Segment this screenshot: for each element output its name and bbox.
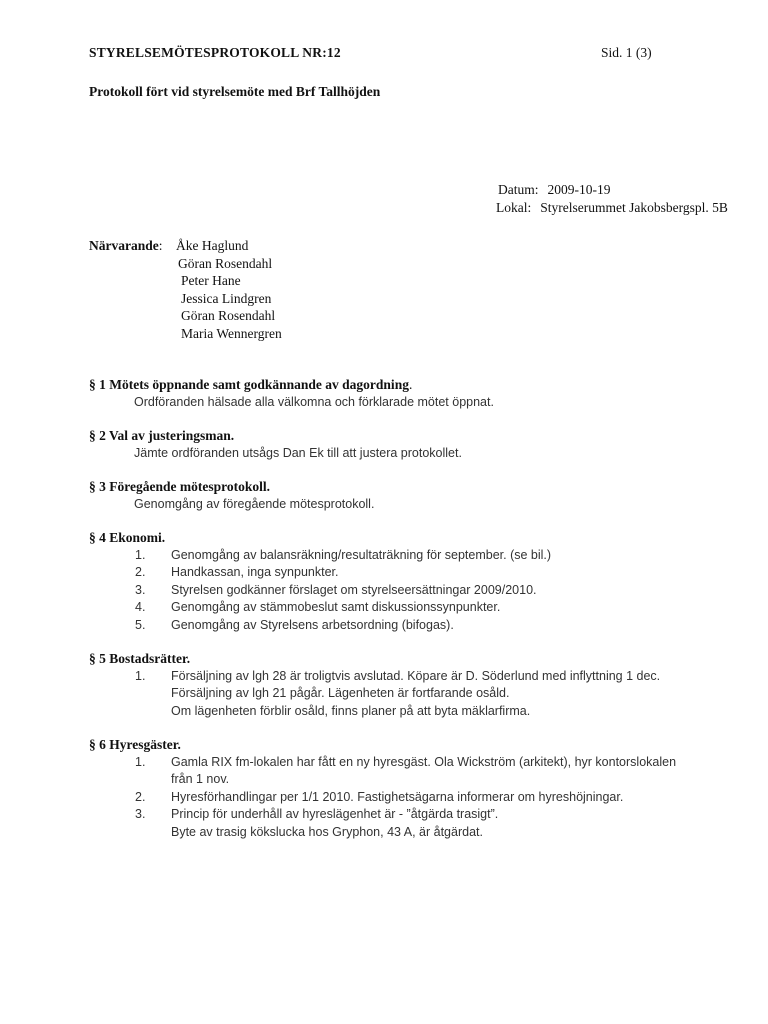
item-text: Styrelsen godkänner förslaget om styrelseersättningar 2009/2010. xyxy=(171,582,537,597)
item-number: 3. xyxy=(135,807,146,821)
section-heading: § 3 Föregående mötesprotokoll. xyxy=(89,479,270,494)
document-title: STYRELSEMÖTESPROTOKOLL NR:12 xyxy=(89,45,341,60)
list-item xyxy=(89,617,759,635)
section-heading: § 1 Mötets öppnande samt godkännande av dagordning. xyxy=(89,377,413,392)
list-item xyxy=(89,582,759,600)
section-heading: § 4 Ekonomi. xyxy=(89,530,166,545)
place-value: Styrelserummet Jakobsbergspl. 5B xyxy=(540,200,728,215)
list-item-wrap xyxy=(89,771,759,789)
section-heading: § 5 Bostadsrätter. xyxy=(89,651,191,666)
item-text: Genomgång av balansräkning/resultaträkning för september. (se bil.) xyxy=(171,547,552,562)
item-continuation: Byte av trasig kökslucka hos Gryphon, 43 A, är åtgärdat. xyxy=(171,824,483,839)
section-2 xyxy=(89,427,759,462)
date-label: Datum: xyxy=(498,182,539,197)
item-text: Försäljning av lgh 28 är troligtvis avslutad. Köpare är D. Söderlund med inflyttning 1 dec. xyxy=(171,668,661,683)
list-item xyxy=(89,564,759,582)
date-value: 2009-10-19 xyxy=(547,182,611,197)
section-1 xyxy=(89,376,759,411)
item-list xyxy=(89,668,759,686)
attendee: Maria Wennergren xyxy=(181,325,282,341)
item-number: 1. xyxy=(135,547,146,562)
item-text: Gamla RIX fm-lokalen har fått en ny hyresgäst. Ola Wickström (arkitekt), hyr kontorslokalen xyxy=(171,754,677,769)
item-text: Handkassan, inga synpunkter. xyxy=(171,565,339,579)
attendee: Peter Hane xyxy=(181,273,241,288)
item-text: Genomgång av stämmobeslut samt diskussionssynpunkter. xyxy=(171,600,501,614)
item-number: 4. xyxy=(135,600,146,614)
list-item xyxy=(89,806,759,824)
list-item xyxy=(89,599,759,617)
item-number: 2. xyxy=(135,565,146,579)
item-number: 3. xyxy=(135,582,146,597)
item-text: Hyresförhandlingar per 1/1 2010. Fastighetsägarna informerar om hyreshöjningar. xyxy=(171,789,624,804)
section-4 xyxy=(89,529,759,634)
attendance xyxy=(89,237,282,341)
attendee: Åke Haglund xyxy=(176,238,249,253)
document-subtitle: Protokoll fört vid styrelsemöte med Brf Tallhöjden xyxy=(89,84,381,99)
attendee: Göran Rosendahl xyxy=(181,308,276,323)
list-item xyxy=(89,547,759,565)
date-row xyxy=(496,181,728,199)
attendance-label: Närvarande: xyxy=(89,238,163,253)
list-item xyxy=(89,668,759,686)
place-label: Lokal: xyxy=(496,200,532,215)
meeting-meta xyxy=(496,181,728,217)
place-row xyxy=(496,199,728,217)
item-text: Princip för underhåll av hyreslägenhet är - ”åtgärda trasigt”. xyxy=(171,807,499,821)
section-5 xyxy=(89,650,759,720)
item-text: Genomgång av Styrelsens arbetsordning (bifogas). xyxy=(171,617,454,632)
item-number: 2. xyxy=(135,789,146,804)
attendee: Göran Rosendahl xyxy=(178,255,273,271)
section-heading: § 2 Val av justeringsman. xyxy=(89,428,235,443)
section-6 xyxy=(89,736,759,841)
page-number: Sid. 1 (3) xyxy=(601,45,652,60)
section-body: Genomgång av föregående mötesprotokoll. xyxy=(134,496,375,511)
minutes-sections xyxy=(89,376,759,857)
section-body: Ordföranden hälsade alla välkomna och förklarade mötet öppnat. xyxy=(134,394,494,409)
item-continuation: Försäljning av lgh 21 pågår. Lägenheten är fortfarande osåld. xyxy=(171,686,510,700)
item-number: 5. xyxy=(135,617,146,632)
list-item xyxy=(89,789,759,807)
section-body: Jämte ordföranden utsågs Dan Ek till att justera protokollet. xyxy=(134,445,462,460)
item-continuation: Om lägenheten förblir osåld, finns planer på att byta mäklarfirma. xyxy=(171,703,531,718)
item-list xyxy=(89,754,759,824)
attendee: Jessica Lindgren xyxy=(181,290,272,306)
item-list xyxy=(89,547,759,635)
list-item xyxy=(89,754,759,772)
section-heading: § 6 Hyresgäster. xyxy=(89,737,181,752)
item-number: 1. xyxy=(135,754,146,769)
item-number: 1. xyxy=(135,668,146,683)
attendance-list xyxy=(176,237,282,342)
item-text: från 1 nov. xyxy=(171,772,230,786)
section-3 xyxy=(89,478,759,513)
